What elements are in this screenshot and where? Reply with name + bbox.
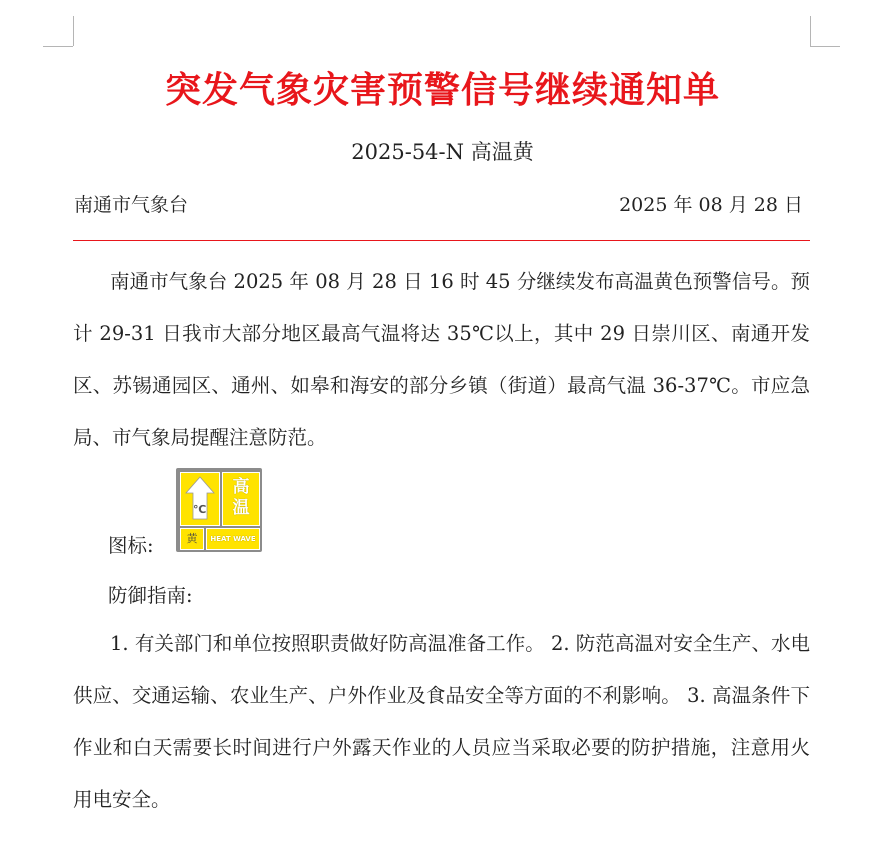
header-divider bbox=[73, 240, 810, 241]
body-paragraph: 南通市气象台 2025 年 08 月 28 日 16 时 45 分继续发布高温黄色预警信号。预计 29-31 日我市大部分地区最高气温将达 35℃以上，其中 29 日崇川区、南通开发区、苏锡通园区、通州、如皋和海安的部分乡镇（街道）最高气温 36-37℃。市应急局、市气象局提醒注意防范。 bbox=[73, 270, 810, 449]
crop-mark-top-left-h bbox=[43, 46, 73, 47]
document-subtitle: 2025-54-N 高温黄 bbox=[351, 140, 534, 164]
guide-text: 1. 有关部门和单位按照职责做好防高温准备工作。 2. 防范高温对安全生产、水电供应、交通运输、农业生产、户外作业及食品安全等方面的不利影响。 3. 高温条件下作业和白天需要长时间进行户外露天作业的人员应当采取必要的防护措施，注意用火用电安全。 bbox=[73, 632, 810, 811]
crop-mark-top-left-v bbox=[73, 16, 74, 46]
icon-char-top: 高 bbox=[232, 477, 250, 497]
issuer: 南通市气象台 bbox=[74, 194, 189, 216]
crop-mark-top-right-v bbox=[810, 16, 811, 46]
icon-level-char: 黄 bbox=[180, 528, 204, 550]
guide-label: 防御指南: bbox=[108, 584, 193, 607]
issue-date: 2025 年 08 月 28 日 bbox=[619, 194, 803, 216]
icon-label: 图标: bbox=[108, 534, 154, 557]
icon-chinese-chars bbox=[222, 472, 260, 526]
crop-mark-top-right-h bbox=[810, 46, 840, 47]
heat-wave-yellow-warning-icon bbox=[176, 468, 262, 552]
icon-char-bottom: 温 bbox=[232, 498, 250, 518]
thermometer-arrow-icon bbox=[180, 472, 220, 526]
icon-english-label: HEAT WAVE bbox=[206, 528, 260, 550]
document-title: 突发气象灾害预警信号继续通知单 bbox=[164, 70, 720, 111]
celsius-symbol: ℃ bbox=[193, 503, 207, 516]
